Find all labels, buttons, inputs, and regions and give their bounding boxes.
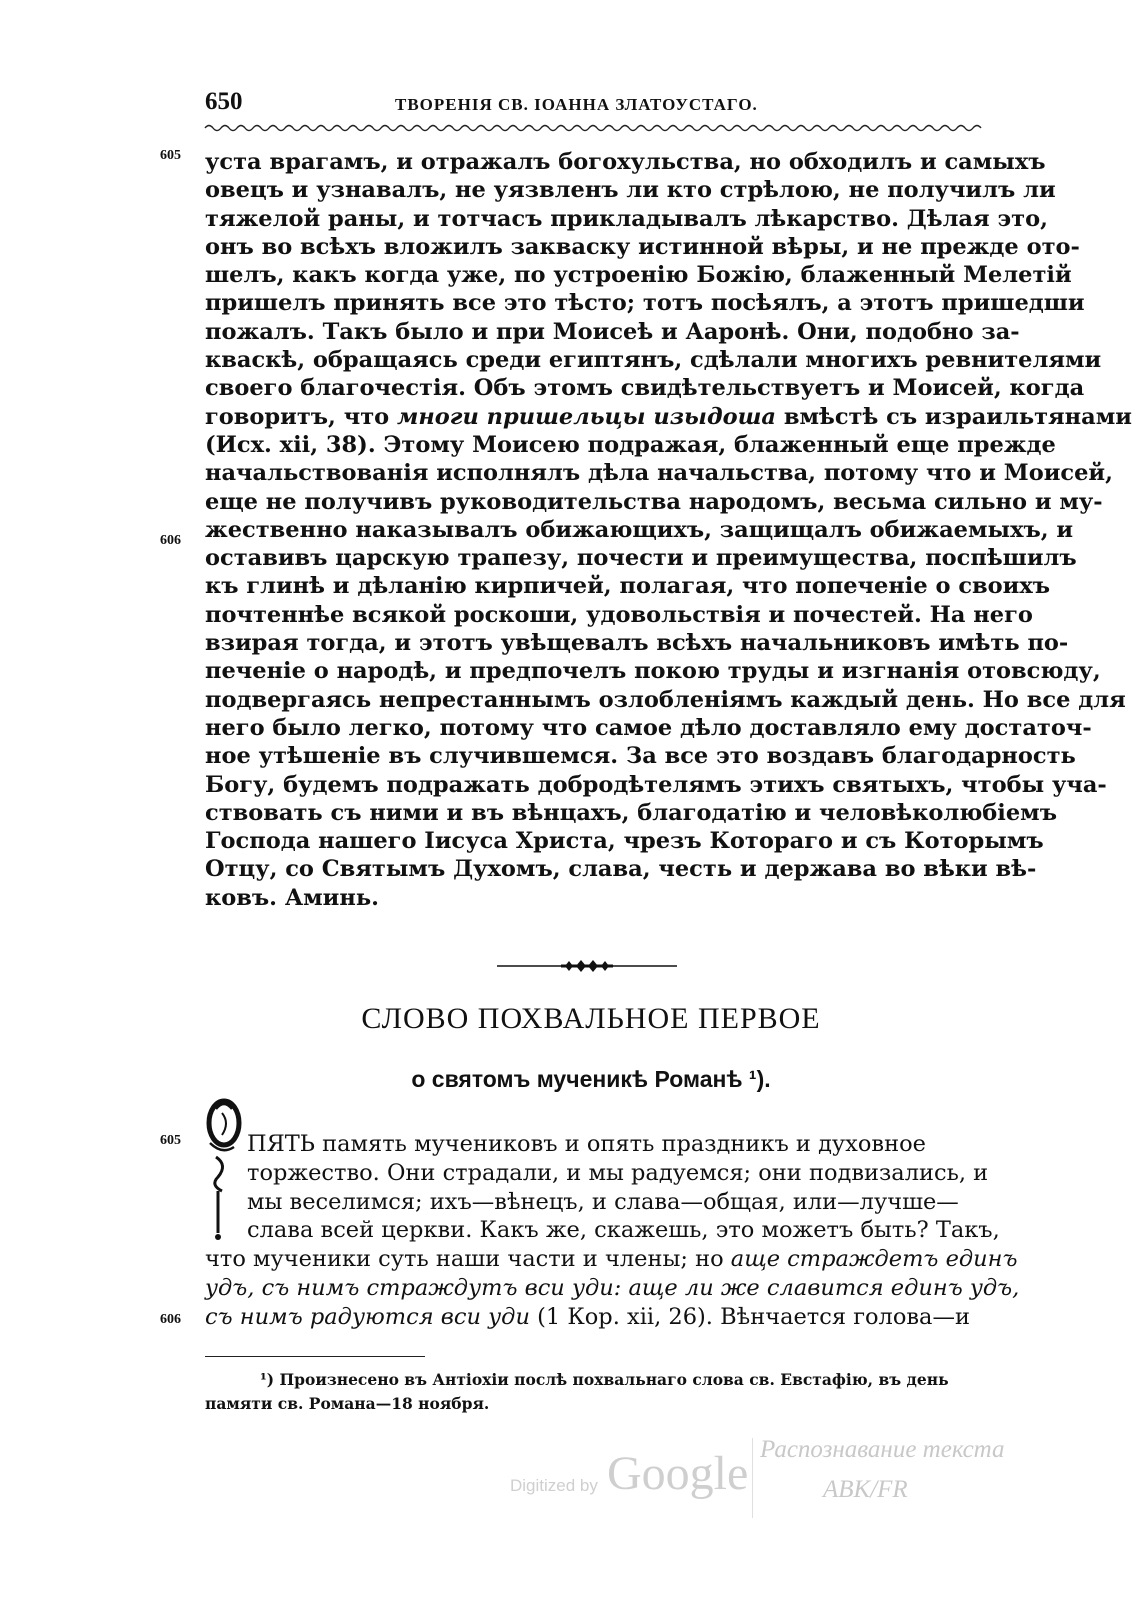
text-line: него было легко, потому что самое дѣло доставляло ему достаточ- bbox=[205, 714, 1092, 741]
text-line bbox=[205, 403, 1132, 431]
section-subtitle: о святомъ мученикѣ Романѣ ¹). bbox=[411, 1066, 771, 1092]
text-line bbox=[205, 1274, 1020, 1303]
google-logo: Google bbox=[607, 1447, 749, 1500]
text-line: уста врагамъ, и отражалъ богохульства, но обходилъ и самыхъ bbox=[205, 149, 1046, 175]
text-line: еще не получивъ руководительства народомъ, весьма сильно и му- bbox=[205, 488, 1103, 515]
ocr-credit: ABK/FR bbox=[823, 1476, 908, 1503]
google-watermark bbox=[510, 1438, 770, 1508]
text-line: Отцу, со Святымъ Духомъ, слава, честь и держава во вѣки вѣ- bbox=[205, 856, 1037, 883]
header-wavy-rule bbox=[205, 122, 977, 134]
margin-note: 605 bbox=[160, 1133, 181, 1148]
watermark-divider bbox=[752, 1438, 753, 1518]
scripture-quote: удъ, съ нимъ страждутъ вси уди: аще ли же славится единъ удъ, bbox=[205, 1274, 1020, 1301]
text-line: своего благочестія. Объ этомъ свидѣтельствуетъ и Моисей, когда bbox=[205, 375, 1085, 402]
text-line: пришелъ принять все это тѣсто; тотъ посѣялъ, а этотъ пришедши bbox=[205, 290, 1085, 317]
text-line bbox=[205, 1303, 977, 1332]
paragraph-continued bbox=[205, 148, 1132, 912]
footnote-line: ¹) Произнесено въ Антіохіи послѣ похвальнаго слова св. Евстафію, въ день bbox=[260, 1370, 949, 1389]
running-title: ТВОРЕНІЯ СВ. ІОАННА ЗЛАТОУСТАГО. bbox=[395, 95, 758, 114]
text-line: овецъ и узнавалъ, не уязвленъ ли кто стрѣлою, не получилъ ли bbox=[205, 177, 1056, 204]
scripture-quote: многи пришельцы изыдоша bbox=[397, 403, 776, 430]
text-line: слава всей церкви. Какъ же, скажешь, это можетъ быть? Такъ, bbox=[247, 1217, 1000, 1244]
text-line: шелъ, какъ когда уже, по устроенію Божію, блаженный Мелетій bbox=[205, 262, 1072, 289]
margin-note: 605 bbox=[160, 148, 181, 163]
text-segment: говоритъ, что bbox=[205, 403, 390, 430]
text-line: ствовать съ ними и въ вѣнцахъ, благодатію и человѣколюбіемъ bbox=[205, 799, 1057, 826]
text-line: подвергаясь непрестаннымъ озлобленіямъ каждый день. Но все для bbox=[205, 686, 1126, 713]
scripture-quote: аще страждетъ единъ bbox=[730, 1246, 1018, 1273]
footnote bbox=[205, 1368, 977, 1416]
page-number: 650 bbox=[205, 88, 243, 115]
text-line: ное утѣшеніе въ случившемся. За все это воздавъ благодарность bbox=[205, 743, 1076, 770]
text-segment: (1 Кор. xii, 26). Вѣнчается голова—и bbox=[537, 1303, 970, 1330]
text-line: къ глинѣ и дѣланію кирпичей, полагая, что попеченіе о своихъ bbox=[205, 573, 1051, 600]
text-line: жественно наказывалъ обижающихъ, защищалъ обижаемыхъ, и bbox=[205, 516, 1074, 543]
section-title: СЛОВО ПОХВАЛЬНОЕ ПЕРВОЕ bbox=[361, 1002, 821, 1035]
ocr-watermark: Распознавание текста bbox=[760, 1436, 1005, 1463]
text-line: кваскѣ, обращаясь среди египтянъ, сдѣлали многихъ ревнителями bbox=[205, 347, 1102, 374]
text-line: почтеннѣе всякой роскоши, удовольствія и почестей. На него bbox=[205, 601, 1033, 628]
text-line: ПЯТЬ память мучениковъ и опять праздникъ и духовное bbox=[247, 1131, 926, 1157]
margin-note: 606 bbox=[160, 533, 181, 548]
text-line: ковъ. Аминь. bbox=[205, 884, 379, 911]
text-line: (Исх. xii, 38). Этому Моисею подражая, блаженный еще прежде bbox=[205, 431, 1056, 458]
text-line: тяжелой раны, и тотчасъ прикладывалъ лѣкарство. Дѣлая это, bbox=[205, 205, 1048, 232]
text-segment: вмѣстѣ съ израильтянами bbox=[783, 403, 1132, 430]
footnote-line: памяти св. Романа—18 ноября. bbox=[205, 1394, 490, 1413]
text-line: онъ во всѣхъ вложилъ закваску истинной вѣры, и не прежде ото- bbox=[205, 233, 1080, 260]
text-line: мы веселимся; ихъ—вѣнецъ, и слава—общая, или—лучше— bbox=[247, 1188, 959, 1215]
text-line bbox=[205, 1245, 1018, 1274]
text-segment: что мученики суть наши части и члены; но bbox=[205, 1246, 724, 1273]
paragraph-opening bbox=[205, 1130, 1020, 1332]
text-line: взирая тогда, и этотъ увѣщевалъ всѣхъ начальниковъ имѣть по- bbox=[205, 630, 1069, 657]
text-line: торжество. Они страдали, и мы радуемся; они подвизались, и bbox=[247, 1159, 989, 1186]
scripture-quote: съ нимъ радуются вси уди bbox=[205, 1303, 530, 1330]
margin-note: 606 bbox=[160, 1312, 181, 1327]
section-divider-ornament bbox=[497, 958, 677, 974]
text-line: Богу, будемъ подражать добродѣтелямъ этихъ святыхъ, чтобы уча- bbox=[205, 771, 1107, 798]
footnote-rule bbox=[205, 1356, 425, 1357]
text-line: печеніе о народѣ, и предпочелъ покою труды и изгнанія отовсюду, bbox=[205, 658, 1101, 685]
text-line: Господа нашего Іисуса Христа, чрезъ Котораго и съ Которымъ bbox=[205, 828, 1044, 855]
digitized-by-label: Digitized by bbox=[510, 1476, 598, 1495]
text-line: начальствованія исполнялъ дѣла начальства, потому что и Моисей, bbox=[205, 460, 1113, 487]
text-line: оставивъ царскую трапезу, почести и преимущества, поспѣшилъ bbox=[205, 545, 1077, 572]
text-line: пожалъ. Такъ было и при Моисеѣ и Ааронѣ. Они, подобно за- bbox=[205, 318, 1020, 345]
